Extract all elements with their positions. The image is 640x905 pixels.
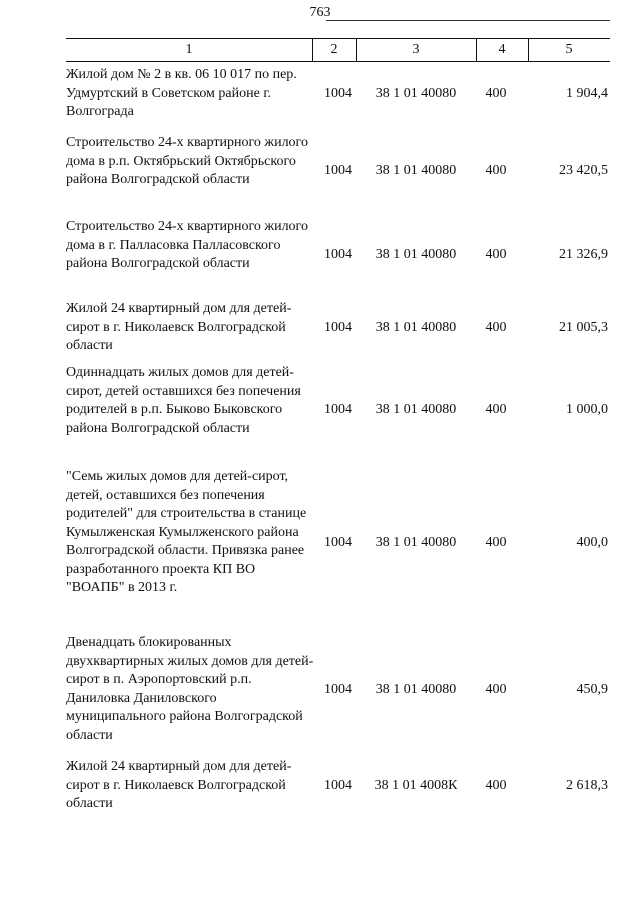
section-code: 1004	[324, 682, 352, 697]
expense-type-code: 400	[485, 320, 507, 335]
expense-type-code: 400	[485, 778, 507, 793]
object-name: Двенадцать блокированных двухквартирных жилых домов для детей-сирот в п. Аэропортовский р.п. Даниловка Даниловского муниципального района Волгоградской области	[66, 635, 314, 743]
table-row	[66, 218, 610, 292]
section-code: 1004	[324, 247, 352, 262]
amount: 400,0	[576, 535, 608, 550]
target-article-code: 38 1 01 4008К	[374, 778, 458, 793]
header-col-3: 3	[412, 42, 420, 57]
section-code: 1004	[324, 778, 352, 793]
table-row	[66, 758, 610, 814]
table-row	[66, 134, 610, 208]
object-name: Жилой дом № 2 в кв. 06 10 017 по пер. Удмуртский в Советском районе г. Волгограда	[66, 67, 297, 119]
top-rule	[326, 20, 610, 21]
expense-type-code: 400	[485, 535, 507, 550]
amount: 21 326,9	[559, 247, 608, 262]
amount: 23 420,5	[559, 163, 608, 178]
table-row	[66, 468, 610, 616]
object-name: "Семь жилых домов для детей-сирот, детей, оставшихся без попечения родителей" для строительства в станице Кумылженская Кумылженского района Волгоградской области. Привязка ранее разработанного проекта КП ВО "ВОАПБ" в 2013 г.	[66, 469, 307, 595]
expense-type-code: 400	[485, 682, 507, 697]
amount: 21 005,3	[559, 320, 608, 335]
object-name: Строительство 24-х квартирного жилого дома в г. Палласовка Палласовского района Волгоградской области	[66, 219, 308, 271]
section-code: 1004	[324, 320, 352, 335]
header-col-1: 1	[185, 42, 193, 57]
section-code: 1004	[324, 535, 352, 550]
object-name: Жилой 24 квартирный дом для детей-сирот в г. Николаевск Волгоградской области	[66, 759, 292, 811]
amount: 1 904,4	[566, 86, 608, 101]
target-article-code: 38 1 01 40080	[375, 535, 457, 550]
target-article-code: 38 1 01 40080	[375, 402, 457, 417]
page-number: 763	[309, 5, 331, 20]
table-header	[66, 38, 610, 62]
amount: 1 000,0	[566, 402, 608, 417]
header-col-5: 5	[565, 42, 573, 57]
section-code: 1004	[324, 163, 352, 178]
target-article-code: 38 1 01 40080	[375, 163, 457, 178]
header-col-2: 2	[330, 42, 338, 57]
header-col-4: 4	[498, 42, 506, 57]
expense-type-code: 400	[485, 163, 507, 178]
section-code: 1004	[324, 402, 352, 417]
target-article-code: 38 1 01 40080	[375, 86, 457, 101]
object-name: Строительство 24-х квартирного жилого дома в р.п. Октябрьский Октябрьского района Волгоградской области	[66, 135, 308, 187]
expense-type-code: 400	[485, 247, 507, 262]
target-article-code: 38 1 01 40080	[375, 247, 457, 262]
object-name: Одиннадцать жилых домов для детей-сирот, детей оставшихся без попечения родителей в р.п. Быково Быковского района Волгоградской области	[66, 365, 301, 436]
expense-type-code: 400	[485, 402, 507, 417]
amount: 450,9	[576, 682, 608, 697]
target-article-code: 38 1 01 40080	[375, 320, 457, 335]
amount: 2 618,3	[566, 778, 608, 793]
object-name: Жилой 24 квартирный дом для детей-сирот в г. Николаевск Волгоградской области	[66, 301, 292, 353]
section-code: 1004	[324, 86, 352, 101]
table-row	[66, 364, 610, 456]
expense-type-code: 400	[485, 86, 507, 101]
table-row	[66, 66, 610, 122]
table-row	[66, 634, 610, 745]
table-row	[66, 300, 610, 356]
target-article-code: 38 1 01 40080	[375, 682, 457, 697]
